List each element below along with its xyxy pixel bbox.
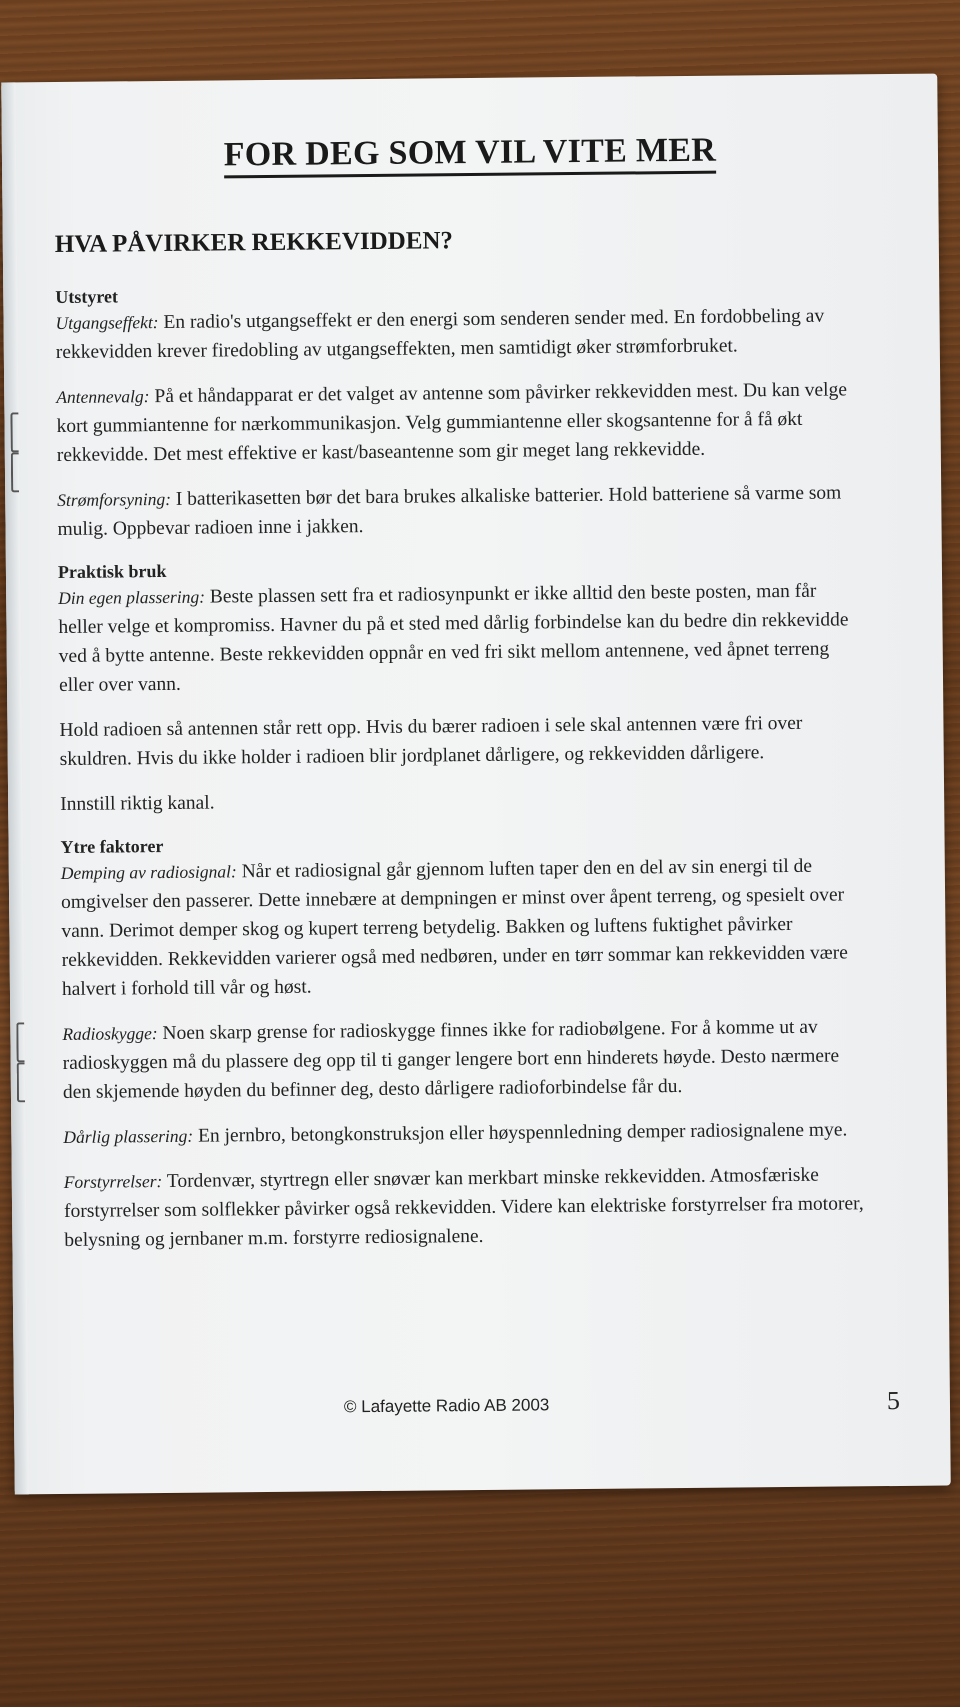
group-title: Ytre faktorer: [60, 836, 164, 857]
paragraph-text: På et håndapparat er det valget av antenne som påvirker rekkevidden mest. Du kan velge kort gummiantenne for nærkommunikasjon. Velg gummiantenne eller skogsantenne for å få økt rekkevidde. Det mest effektive er kast/baseantenne som gir meget lang rekkevidde.: [56, 379, 848, 467]
paragraph-lead: Radioskygge:: [62, 1023, 158, 1044]
paragraph-text: En jernbro, betongkonstruksjon eller høyspennledning demper radiosignalene mye.: [193, 1119, 848, 1147]
binding-clip: [11, 452, 19, 492]
paragraph: [56, 375, 857, 470]
group-title: Utstyret: [55, 286, 119, 308]
group-praktisk-bruk: [58, 552, 860, 819]
paragraph: [61, 851, 862, 1004]
paragraph-lead: Din egen plassering:: [58, 586, 206, 609]
page-number: 5: [886, 1385, 901, 1416]
paragraph: [55, 301, 856, 367]
section-title: HVA PÅVIRKER REKKEVIDDEN?: [54, 227, 454, 259]
paragraph: [64, 1160, 865, 1255]
binding-clip: [16, 1022, 24, 1062]
paragraph: [58, 576, 859, 700]
paragraph-text: Innstill riktig kanal.: [60, 792, 215, 815]
paragraph-lead: Demping av radiosignal:: [60, 861, 237, 883]
binding-clip: [17, 1062, 25, 1102]
page-heading: FOR DEG SOM VIL VITE MER: [2, 130, 938, 177]
paragraph-lead: Forstyrrelser:: [63, 1171, 163, 1192]
page-content: [55, 222, 865, 1271]
paragraph-text: Tordenvær, styrtregn eller snøvær kan merkbart minske rekkevidden. Atmosfæriske forstyrrelser som solflekker påvirker også rekkevidden. Videre kan elektriske forstyrrelser fra motorer, belysning og jernbaner m.m. forstyrre rediosignalene.: [63, 1164, 864, 1251]
paragraph-lead: Dårlig plassering:: [63, 1125, 194, 1147]
paragraph-text: Beste plassen sett fra et radiosynpunkt er ikke alltid den beste posten, man får heller velge et kompromiss. Havner du på et sted med dårlig forbindelse kan du bedre din rekkevidde ved å bytte antenne. Beste rekkevidden oppnår en ved fri sikt mellom antennene, ved åpnet terreng eller over vann.: [58, 580, 849, 696]
paragraph: [63, 1115, 863, 1152]
paragraph: [59, 708, 860, 774]
paragraph: [62, 1012, 863, 1107]
group-ytre-faktorer: [60, 827, 864, 1255]
paragraph: [57, 478, 858, 544]
copyright-footer: © Lafayette Radio AB 2003: [343, 1395, 550, 1417]
page-spine: [1, 82, 29, 1494]
paragraph-text: Når et radiosignal går gjennom luften taper den en del av sin energi til de omgivelser den passerer. Dette innebære at dempningen er minst over åpent terreng, og spesielt over vann. Derimot demper skog og kupert terreng betydelig. Bakken og luftens fuktighet påvirker rekkevidden. Rekkevidden varierer også med nedbøren, under en tørr sommar kan rekkevidden være halvert i forhold till vår og høst.: [61, 855, 848, 1000]
binding-clip: [10, 412, 18, 452]
paragraph-lead: Antennevalg:: [56, 386, 150, 408]
paragraph-lead: Utgangseffekt:: [55, 312, 159, 334]
group-utstyret: [55, 277, 857, 544]
paragraph-lead: Strømforsyning:: [57, 488, 172, 511]
group-title: Praktisk bruk: [57, 560, 167, 583]
booklet-page: [1, 74, 951, 1495]
paragraph-text: Hold radioen så antennen står rett opp. Hvis du bærer radioen i sele skal antennen være fri over skuldren. Hvis du ikke holder i radioen blir jordplanet dårligere, og rekkevidden dårligere.: [59, 712, 803, 770]
paragraph-text: I batterikasetten bør det bara brukes alkaliske batterier. Hold batteriene så varme som mulig. Oppbevar radioen inne i jakken.: [57, 482, 842, 541]
paragraph-text: En radio's utgangseffekt er den energi som senderen sender med. En fordobbeling av rekkevidden krever firedobling av utgangseffekten, men samtidigt øker strømforbruket.: [55, 305, 825, 364]
paragraph: [60, 782, 860, 819]
paragraph-text: Noen skarp grense for radioskygge finnes ikke for radiobølgene. For å komme ut av radioskyggen må du plassere deg opp til ti ganger lengere bort enn hinderets høyde. Desto nærmere den skjemende høyden du befinner deg, desto dårligere radioforbindelse får du.: [62, 1016, 840, 1103]
